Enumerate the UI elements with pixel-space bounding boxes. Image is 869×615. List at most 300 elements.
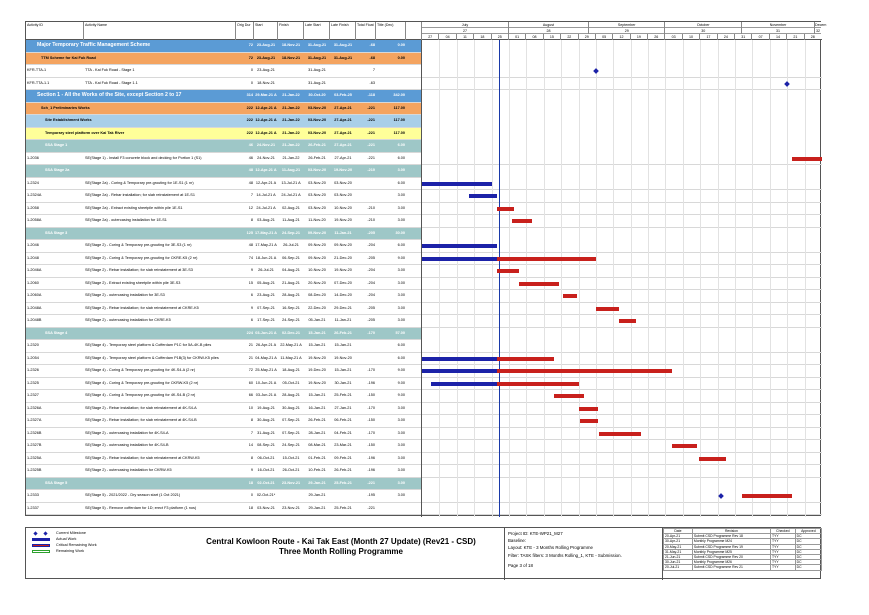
- wbs-band-row[interactable]: [26, 328, 421, 341]
- page-number: Page 3 of 18: [508, 562, 533, 568]
- cell-tf: -205: [367, 305, 375, 310]
- cell-dur: 46: [248, 143, 253, 147]
- table-header: [26, 22, 827, 40]
- timeline-week: 18: [473, 34, 490, 40]
- cell-id: 1-2325B: [27, 468, 42, 472]
- cell-ls: 30-Oct-20: [308, 93, 326, 97]
- gantt-gridline: [544, 40, 545, 517]
- cell-start: 06-Oct-21: [257, 455, 275, 460]
- wbs-band-row[interactable]: [26, 478, 421, 491]
- cell-id: 1-2048A: [27, 305, 42, 310]
- cell-title: 3.00: [397, 318, 405, 322]
- column-header: Title (Dec): [376, 22, 406, 40]
- cell-start: 05-Aug-21: [257, 280, 275, 285]
- cell-tf: -221: [367, 480, 375, 485]
- cell-ls: 03-Nov-20: [307, 105, 327, 110]
- cell-dur: 7: [250, 193, 253, 197]
- cell-id: 1-2060: [27, 280, 39, 285]
- cell-start: 12-Apr-21 A: [255, 118, 277, 122]
- cell-tf: -221: [367, 105, 375, 110]
- gantt-chart: [421, 40, 821, 517]
- rev-cell: Monthly Programme M25: [692, 549, 770, 554]
- cell-lf: 19-Nov-20: [334, 355, 352, 360]
- filter-name: Filter: TASK filters: 3 Months Rolling_1, KTE - Submission.: [508, 552, 622, 558]
- cell-start: 23-Aug-21: [257, 68, 275, 72]
- actual-bar[interactable]: [422, 257, 497, 261]
- gantt-gridline: [492, 40, 493, 517]
- cell-lf: 19-Nov-20: [334, 218, 352, 222]
- cell-title: 3.00: [397, 168, 405, 172]
- rev-cell: Submit CSD Programme Rev 21: [692, 565, 770, 570]
- rev-cell: 30-Apr-21: [664, 539, 693, 544]
- cell-finish: 23-Nov-21: [281, 480, 301, 485]
- rev-cell: 20-Apr-21: [664, 534, 693, 539]
- timeline-week: 03: [664, 34, 681, 40]
- cell-dur: 18: [248, 505, 253, 510]
- cell-finish: 18-Nov-21: [281, 43, 301, 47]
- cell-title: 3.00: [397, 305, 405, 310]
- cell-id: 1-2325: [27, 380, 39, 385]
- gantt-gridline: [735, 40, 736, 517]
- cell-name: SE(Stage 2) - Coring & Temporary pre-grouting for CKRE-K5 (2 nr): [85, 255, 198, 260]
- cell-ls: 28-Jan-21: [308, 430, 326, 435]
- rev-cell: 20-Jul-21: [664, 565, 693, 570]
- cell-lf: 09-Nov-20: [334, 243, 352, 247]
- column-header: Activity ID: [26, 22, 84, 40]
- cell-lf: 15-Jan-21: [334, 343, 352, 347]
- cell-ls: 29-Jan-21: [308, 493, 326, 497]
- cell-dur: 222: [246, 130, 253, 135]
- cell-title: 6.00: [397, 243, 405, 247]
- report-title-line2: Three Month Rolling Programme: [278, 547, 403, 556]
- cell-title: 3.00: [397, 418, 405, 422]
- cell-finish: 02-Dec-21: [282, 330, 300, 335]
- schedule-body: [26, 40, 822, 517]
- cell-id: 1-2327B: [27, 443, 42, 447]
- cell-finish: 04-Aug-21: [282, 268, 300, 272]
- cell-finish: 21-Jan-22: [282, 143, 300, 147]
- cell-title: 342.00: [393, 93, 405, 97]
- cell-tf: -204: [367, 243, 375, 247]
- cell-tf: -63: [369, 80, 375, 85]
- critical-bar[interactable]: [672, 444, 696, 448]
- timeline-week: 10: [682, 34, 699, 40]
- cell-title: 3.00: [397, 468, 405, 472]
- cell-id: 1-2325A: [27, 455, 42, 460]
- data-date-line: [499, 40, 500, 517]
- cell-title: 57.00: [395, 330, 405, 335]
- gantt-gridline: [509, 40, 510, 517]
- rev-cell: TYY: [771, 554, 796, 559]
- cell-lf: 27-Apr-21: [334, 130, 352, 135]
- milestone-diamond[interactable]: [784, 81, 790, 87]
- cell-title: 117.00: [393, 118, 405, 122]
- critical-bar[interactable]: [579, 407, 598, 411]
- cell-ls: 31-Aug-21: [307, 43, 327, 47]
- cell-dur: 9: [250, 305, 253, 310]
- critical-bar[interactable]: [563, 294, 577, 298]
- cell-dur: 72: [248, 368, 253, 372]
- cell-ls: 09-Nov-20: [307, 230, 327, 235]
- cell-ls: 15-Jan-21: [308, 393, 326, 397]
- column-header: Total Float: [356, 22, 376, 40]
- critical-bar[interactable]: [497, 382, 579, 386]
- cell-id: 1-2046A: [27, 268, 42, 272]
- cell-id: KFR-TTA-1: [27, 68, 47, 72]
- cell-tf: -210: [367, 218, 375, 222]
- timeline-week: 04: [438, 34, 455, 40]
- cell-dur: 0: [250, 493, 253, 497]
- timeline-month: November: [741, 22, 814, 28]
- cell-lf: 03-Nov-20: [334, 180, 352, 185]
- cell-name: SSA Stage 4: [45, 330, 68, 335]
- cell-dur: 12: [248, 205, 253, 210]
- cell-dur: 48: [248, 168, 253, 172]
- cell-id: 1-2324A: [27, 193, 42, 197]
- cell-ls: 19-Nov-20: [308, 355, 326, 360]
- cell-name: SSA Stage 5: [45, 480, 68, 485]
- critical-bar[interactable]: [599, 432, 641, 436]
- cell-name: SE(Stage 2) - Rebar installation; for slab reinstatement at CKRW-K5: [85, 455, 200, 460]
- cell-dur: 314: [246, 93, 253, 97]
- cell-start: 18-Nov-21: [257, 80, 275, 85]
- legend-panel: Current Milestone Actual Work Critical Remaining Work Remaining Work Central Kowloon Route - Kai Tak East (Month 27 Update) (Rev21 - CSD) Three Month Rolling Programme Project ID: KTE-WP21_M27 Baseline: Layout: KTE - 3 Months Rolling Programme Filter: TASK filters: 3 Months Rolling_1, KTE - Submission. Page 3 of 18 Date Revision Checked Approved 20-Apr-21 Submit CSD Programme Rev 18 TYY DC 30-Apr-21 Monthly Programme M24 TYY DC 20-May-21 Submit CSD Programme Rev 19 TYY DC 31-May-21 Monthly Programme M25 TYY DC 21-Jun-21 Submit CSD Programme Rev 20 TYY DC 30-Jun-21 Monthly Programme M26 TYY DC 20-Jul-21 Submit CSD Programme Rev 21 TYY DC: [25, 527, 821, 579]
- critical-bar[interactable]: [497, 357, 554, 361]
- cell-lf: [330, 78, 356, 90]
- layout-name: Layout: KTE - 3 Months Rolling Programme: [508, 545, 593, 551]
- cell-title: 6.00: [397, 355, 405, 360]
- cell-lf: 21-Dec-20: [334, 255, 352, 260]
- cell-finish: [278, 490, 304, 502]
- cell-ls: 09-Nov-20: [308, 255, 326, 260]
- critical-bar[interactable]: [497, 207, 514, 211]
- cell-id: 1-2327A: [27, 418, 42, 422]
- cell-lf: 27-Apr-21: [334, 105, 352, 110]
- cell-id: 1-2054: [27, 355, 39, 360]
- actual-bar[interactable]: [469, 194, 497, 198]
- cell-lf: 23-Mar-21: [334, 443, 352, 447]
- gantt-gridline: [631, 40, 632, 517]
- cell-tf: -68: [369, 43, 375, 47]
- cell-tf: -205: [367, 318, 375, 322]
- timeline-month: Decem: [815, 23, 827, 27]
- revision-grid: [663, 528, 822, 571]
- rev-cell: 30-Jun-21: [664, 560, 693, 565]
- cell-finish: 07-Sep-21: [282, 418, 300, 422]
- cell-start: 24-Nov-21: [256, 143, 276, 147]
- rev-cell: TYY: [771, 539, 796, 544]
- rev-cell: TYY: [771, 565, 796, 570]
- rev-cell: DC: [795, 565, 821, 570]
- cell-dur: 18: [248, 480, 253, 485]
- cell-tf: -221: [367, 130, 375, 135]
- wbs-band-row[interactable]: [26, 128, 421, 141]
- critical-bar[interactable]: [619, 319, 636, 323]
- cell-name: SE(Stage 2) - Coring & Temporary pre-grouting for 3E-S3 (1 nr): [85, 243, 192, 247]
- cell-title: 3.00: [397, 443, 405, 447]
- cell-lf: 11-Jan-21: [334, 230, 352, 235]
- cell-name: SE(Stage 2a) - Coring & Temporary pre-grouting for 1E-S1 (1 nr): [85, 180, 194, 185]
- cell-name: Major Temporary Traffic Management Scheme: [37, 42, 151, 48]
- cell-name: SE(Stage 2) - Extract existing sheetpile within pile 3E-S3: [85, 280, 181, 285]
- cell-lf: 27-Jan-21: [334, 405, 352, 410]
- cell-lf: 25-Feb-21: [334, 393, 352, 397]
- cell-name: SE(Stage 2) - outercasing installation for CKRE-K5: [85, 318, 171, 322]
- cell-lf: 03-Nov-20: [334, 193, 352, 197]
- milestone-icon: [33, 531, 37, 535]
- cell-lf: 31-Aug-21: [333, 55, 353, 60]
- cell-start: 16-Oct-21: [257, 468, 275, 472]
- milestone-diamond[interactable]: [718, 493, 724, 499]
- critical-bar[interactable]: [497, 257, 596, 261]
- cell-lf: 25-Feb-21: [334, 505, 352, 510]
- cell-finish: [278, 78, 304, 90]
- cell-id: 1-2337: [27, 505, 39, 510]
- gantt-gridline: [579, 40, 580, 517]
- cell-name: SE(Stage 2a) - outercasing installation for 1E-S1: [85, 218, 167, 222]
- cell-finish: 23-Nov-21: [282, 505, 300, 510]
- actual-bar[interactable]: [422, 357, 497, 361]
- timeline-month: September: [588, 22, 665, 28]
- cell-id: 1-2326A: [27, 405, 42, 410]
- milestone-diamond[interactable]: [593, 68, 599, 74]
- timeline-week: 26: [647, 34, 664, 40]
- cell-title: 6.00: [397, 180, 405, 185]
- cell-lf: 19-Nov-20: [333, 168, 353, 172]
- cell-name: Temporary steel platform over Kai Tak River: [45, 130, 125, 135]
- cell-finish: 15-Oct-21: [282, 455, 300, 460]
- cell-name: SE(Stage 2a) - Rebar installation; for slab reinstatement at 1E-S1: [85, 193, 195, 197]
- cell-ls: 20-Nov-20: [308, 280, 326, 285]
- revision-table: [662, 528, 822, 580]
- cell-ls: 19-Nov-20: [308, 380, 326, 385]
- cell-start: 31-Aug-21: [257, 430, 275, 435]
- cell-id: 1-2048B: [27, 318, 42, 322]
- cell-title: 3.00: [397, 405, 405, 410]
- cell-tf: -210: [367, 205, 375, 210]
- cell-dur: 10: [248, 405, 253, 410]
- cell-start: 03-Jun-21 A: [255, 393, 277, 397]
- gantt-gridline: [561, 40, 562, 517]
- cell-tf: -150: [367, 418, 375, 422]
- cell-tf: -150: [367, 393, 375, 397]
- critical-bar[interactable]: [519, 282, 559, 286]
- wbs-band-row[interactable]: [26, 228, 421, 241]
- critical-bar[interactable]: [580, 419, 597, 423]
- rev-header: Revision: [692, 529, 770, 534]
- cell-ls: 26-Feb-21: [308, 418, 326, 422]
- cell-dur: 14: [248, 443, 253, 447]
- cell-start: 29-Mar-21 A: [255, 93, 277, 97]
- column-header: Orig Dur: [236, 22, 254, 40]
- cell-ls: 01-Feb-21: [308, 455, 326, 460]
- cell-ls: 05-Jan-21: [308, 318, 326, 322]
- cell-dur: 15: [248, 280, 253, 285]
- timeline-period: 27: [421, 28, 508, 34]
- timeline-week: 31: [734, 34, 751, 40]
- cell-title: 3.00: [397, 430, 405, 435]
- actual-bar[interactable]: [422, 244, 497, 248]
- wbs-band-row[interactable]: [26, 103, 421, 116]
- critical-bar[interactable]: [792, 157, 822, 161]
- cell-dur: 21: [248, 355, 253, 360]
- column-header: Late Finish: [330, 22, 356, 40]
- cell-start: 02-Oct-21*: [256, 493, 276, 497]
- cell-lf: 04-Feb-21: [334, 430, 352, 435]
- cell-ls: 31-Aug-21: [308, 68, 326, 72]
- cell-lf: 31-Aug-21: [333, 43, 353, 47]
- cell-name: TTM Scheme for Kai Fuk Road: [41, 55, 96, 60]
- cell-lf: 06-Feb-21: [334, 418, 352, 422]
- rev-cell: TYY: [771, 549, 796, 554]
- cell-lf: [330, 65, 356, 77]
- cell-id: 1-2058A: [27, 218, 42, 222]
- project-info: [504, 528, 662, 580]
- cell-name: SSA Stage 2a: [45, 168, 70, 172]
- cell-id: 1-2333: [27, 493, 39, 497]
- cell-start: 23-Aug-21: [256, 55, 276, 60]
- cell-tf: -210: [367, 168, 375, 172]
- cell-tf: -118: [367, 93, 375, 97]
- cell-dur: 66: [248, 393, 253, 397]
- cell-ls: 31-Aug-21: [308, 80, 326, 85]
- cell-title: 3.00: [397, 268, 405, 272]
- project-id: Project ID: KTE-WP21_M27: [508, 531, 563, 536]
- cell-finish: 24-Sep-21: [282, 230, 300, 235]
- cell-tf: -170: [367, 430, 375, 435]
- cell-dur: 222: [246, 105, 253, 110]
- gantt-gridline: [439, 40, 440, 517]
- rev-cell: DC: [795, 560, 821, 565]
- wbs-band-row[interactable]: [26, 140, 421, 153]
- cell-lf: 07-Dec-20: [334, 280, 352, 285]
- wbs-band-row[interactable]: [26, 115, 421, 128]
- cell-start: 25-May-21 A: [255, 368, 277, 372]
- critical-bar[interactable]: [497, 269, 520, 273]
- cell-title: 3.00: [397, 205, 405, 210]
- actual-bar[interactable]: [431, 382, 497, 386]
- cell-name: SE(Stage 2) - Rebar installation; for slab reinstatement at 3E-S3: [85, 268, 193, 272]
- cell-title: 3.00: [397, 193, 405, 197]
- cell-finish: 28-Aug-21: [282, 293, 300, 297]
- cell-title: 9.00: [397, 368, 405, 372]
- cell-id: 1-2327: [27, 393, 39, 397]
- critical-bar[interactable]: [699, 457, 727, 461]
- cell-finish: 28-Aug-21: [282, 393, 300, 397]
- gantt-gridline: [787, 40, 788, 517]
- cell-title: 6.00: [397, 343, 405, 347]
- baseline: Baseline:: [508, 538, 527, 544]
- cell-tf: -205: [367, 255, 375, 260]
- cell-tf: [356, 178, 376, 190]
- wbs-band-row[interactable]: [26, 53, 421, 66]
- cell-finish: 05-Oct-21: [282, 380, 300, 385]
- cell-finish: 24-Sep-21: [282, 443, 300, 447]
- cell-tf: [356, 340, 376, 352]
- cell-tf: -196: [367, 380, 375, 385]
- actual-bar[interactable]: [422, 369, 497, 373]
- cell-finish: 11-Aug-21: [281, 168, 301, 172]
- cell-start: 17-May-21 A: [255, 243, 277, 247]
- cell-tf: -204: [367, 268, 375, 272]
- cell-finish: 21-Jan-22: [282, 130, 300, 135]
- cell-title: 9.00: [397, 393, 405, 397]
- cell-dur: 48: [248, 243, 253, 247]
- cell-start: 24-Nov-21: [257, 155, 275, 160]
- cell-finish: 18-Aug-21: [282, 368, 300, 372]
- gantt-gridline: [596, 40, 597, 517]
- cell-tf: [356, 190, 376, 202]
- cell-lf: 10-Nov-20: [334, 205, 352, 210]
- cell-dur: 8: [250, 455, 253, 460]
- critical-swatch: [32, 544, 50, 547]
- cell-id: 1-2324: [27, 180, 39, 185]
- cell-id: 1-2058: [27, 205, 39, 210]
- cell-start: 03-Nov-21: [257, 505, 275, 510]
- cell-title: 0.00: [397, 43, 405, 47]
- actual-bar[interactable]: [422, 182, 492, 186]
- critical-bar[interactable]: [497, 369, 673, 373]
- wbs-band-row[interactable]: [26, 90, 421, 103]
- cell-lf: 29-Dec-21: [334, 305, 352, 310]
- critical-bar[interactable]: [554, 394, 584, 398]
- cell-title: 6.00: [397, 143, 405, 147]
- wbs-band-row[interactable]: [26, 165, 421, 178]
- rev-cell: TYY: [771, 544, 796, 549]
- cell-start: 10-Jun-21 A: [255, 380, 277, 385]
- cell-start: 17-Sep-21: [257, 318, 275, 322]
- cell-dur: 6: [250, 293, 253, 297]
- cell-start: 23-Aug-21: [256, 43, 276, 47]
- timeline-week: 14: [769, 34, 786, 40]
- rev-cell: Monthly Programme M24: [692, 539, 770, 544]
- gantt-gridline: [648, 40, 649, 517]
- cell-title: 6.00: [397, 155, 405, 160]
- cell-ls: 10-Nov-20: [308, 268, 326, 272]
- timeline-week: 15: [543, 34, 560, 40]
- cell-name: TTA - Kai Fuk Road - Stage 1: [85, 68, 135, 72]
- cell-start: 12-Apr-21 A: [255, 168, 277, 172]
- rev-cell: 20-May-21: [664, 544, 693, 549]
- column-header: Activity Name: [84, 22, 236, 40]
- rev-header: Approved: [795, 529, 821, 534]
- cell-tf: -196: [367, 455, 375, 460]
- cell-dur: 60: [248, 380, 253, 385]
- cell-finish: 18-Nov-21: [281, 55, 301, 60]
- cell-dur: 72: [248, 43, 253, 47]
- timeline-week: 12: [612, 34, 629, 40]
- rev-cell: DC: [795, 534, 821, 539]
- critical-bar[interactable]: [742, 494, 792, 498]
- gantt-gridline: [770, 40, 771, 517]
- cell-ls: 03-Nov-20: [308, 193, 326, 197]
- cell-id: 1-2036: [27, 155, 39, 160]
- cell-lf: 30-Jan-21: [334, 380, 352, 385]
- wbs-band-row[interactable]: [26, 40, 421, 53]
- cell-tf: [356, 353, 376, 365]
- actual-swatch: [32, 538, 50, 541]
- timeline-week: 07: [751, 34, 768, 40]
- timeline-period: 32: [816, 29, 820, 33]
- cell-start: 12-Apr-21 A: [255, 130, 277, 135]
- critical-bar[interactable]: [596, 307, 619, 311]
- cell-start: 14-Jul-21 A: [256, 193, 276, 197]
- critical-bar[interactable]: [512, 219, 531, 223]
- cell-title: 9.00: [397, 380, 405, 385]
- cell-tf: 7: [372, 68, 375, 72]
- cell-start: 08-Sep-21: [257, 443, 275, 447]
- cell-lf: 19-Nov-20: [334, 268, 352, 272]
